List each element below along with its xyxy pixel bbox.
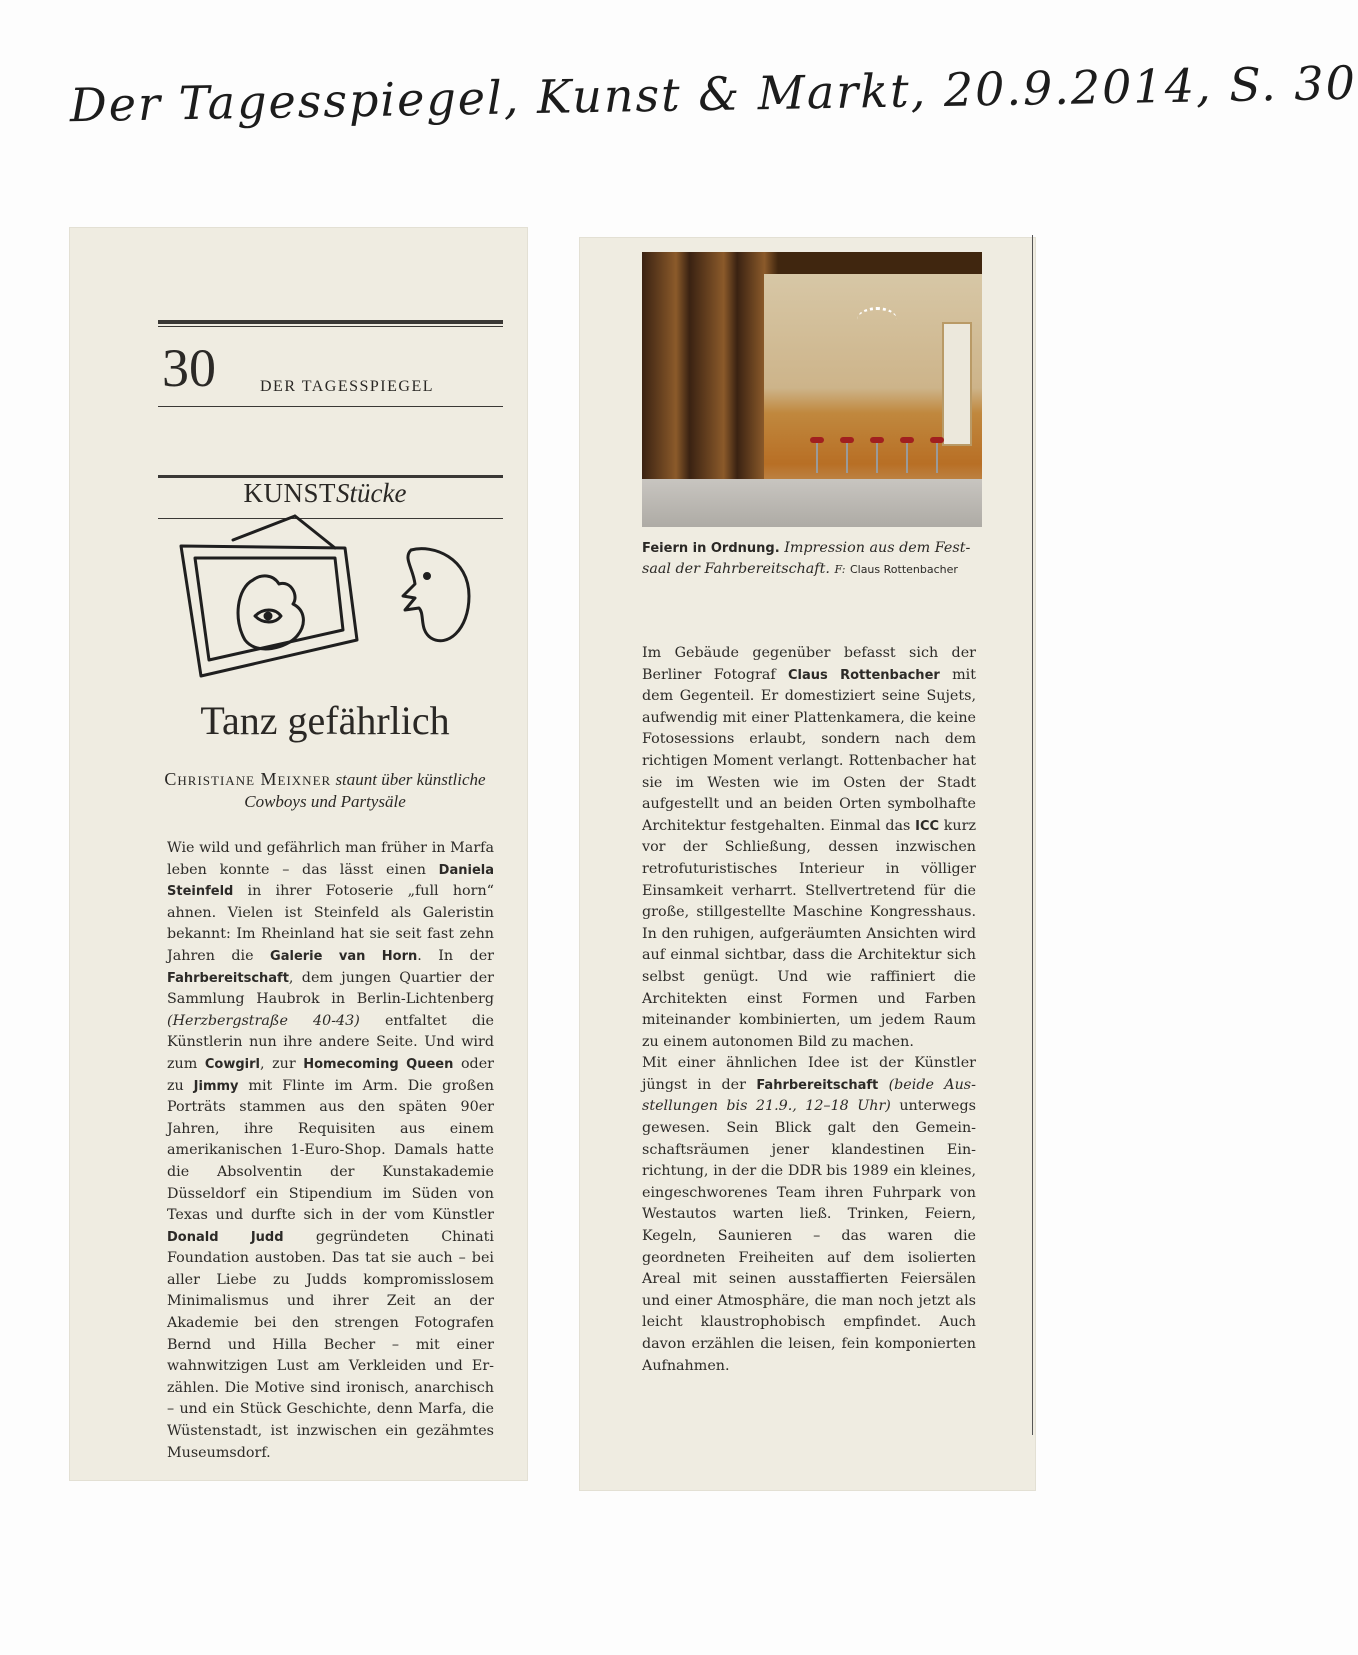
text-run: in ihrer Fotoserie „full horn“ ahnen. Vielen ist Steinfeld als Galeristin bekannt: Im Rheinland hat sie seit fast zehn Jahren die <box>167 883 494 964</box>
text-run: unterwegs gewesen. Sein Blick galt den Gemeinschaftsräumen jener klandestinen Einrichtung, in der die DDR bis 1989 ein kleines, eingeschworenes Team ihren Fuhrpark von Westautos warten ließ. Trinken, Feiern, Kegeln, Saunieren – das waren die geordneten Freiheiten auf dem isolierten Areal mit seinen ausstaffierten Feiersälen und einer Atmosphäre, die man noch jetzt als leicht klaustrophobisch empfindet. Auch davon erzählen die leisen, fein komponierten Aufnahmen. <box>642 1098 976 1374</box>
photo-chandelier <box>857 307 897 332</box>
photo-stool <box>870 437 884 443</box>
photo-stool <box>840 437 854 443</box>
article-byline <box>160 768 490 813</box>
byline-rest: staunt über künstliche Cowboys und Partysäle <box>244 770 486 811</box>
text-run: kurz vor der Schließung, dessen inzwischen retrofuturistisches Interieur in völliger Einsamkeit verharrt. Stellvertretend für die große, stillgestellte Maschine Kongresshaus. In den ruhigen, aufgeräumten Ansichten wird auf einmal sichtbar, dass die Architektur sich selbst genügt. Und wie raffiniert die Architekten einst Formen und Farben miteinander kombinierten, um jedem Raum zu einem autonomen Bild zu machen. <box>642 817 976 1050</box>
text-run: Im Gebäude gegenüber befasst sich der Berliner Fotograf <box>642 645 976 683</box>
text-run: , zur <box>260 1055 304 1072</box>
text-run: oder zu <box>167 1055 494 1094</box>
text-run: . In der <box>417 947 495 964</box>
photo-caption <box>642 538 982 580</box>
clipping-edge-line <box>1032 235 1033 1435</box>
rubric-sketch-icon <box>175 518 485 688</box>
rubric-bold: KUNST <box>243 478 337 508</box>
photo-festsaal <box>642 252 982 527</box>
highlight-name: Daniela Steinfeld <box>167 862 494 900</box>
text-run: Mit einer ähnlichen Idee ist der Künstler jüngst in der <box>642 1055 976 1093</box>
photo-stool <box>900 437 914 443</box>
masthead-rule <box>158 406 503 407</box>
paragraph <box>642 1053 976 1377</box>
dates-text: (beide Ausstellungen bis 21.9., 12–18 Uhr) <box>642 1076 976 1115</box>
newspaper-clipping-right <box>580 238 1035 1490</box>
newspaper-clipping-left <box>70 228 527 1480</box>
page-number: 30 <box>162 338 216 398</box>
text-run: mit dem Gegenteil. Er domestiziert seine Sujets, aufwendig mit einer Plattenkamera, die keine Fotosessions erlaubt, sondern nach dem richtigen Moment verlangt. Rottenbacher hat sie im Westen wie im Osten der Stadt aufgestellt und an beiden Orten symbolhafte Architektur festgehalten. Einmal das <box>642 666 976 834</box>
highlight-name: Jimmy <box>193 1078 239 1094</box>
byline-author: Christiane Meixner <box>164 769 332 789</box>
handwritten-source-note: Der Tagesspiegel, Kunst & Markt, 20.9.2014, S. 30 <box>69 55 1358 133</box>
highlight-name: Claus Rottenbacher <box>788 667 940 683</box>
caption-bold: Feiern in Ordnung. <box>642 541 780 556</box>
highlight-name: Donald Judd <box>167 1229 284 1245</box>
top-rule-thin <box>158 326 503 327</box>
caption-credit-label: F: <box>834 563 846 576</box>
photo-stool <box>810 437 824 443</box>
highlight-name: Galerie van Horn <box>270 948 418 964</box>
text-run: entfaltet die Künstlerin nun ihre andere Seite. Und wird zum <box>167 1012 495 1072</box>
highlight-name: Fahrbereitschaft <box>756 1077 879 1093</box>
paragraph <box>642 643 976 1053</box>
text-run: mit Flinte im Arm. Die großen Porträts stammen aus den späten 90er Jahren, ihre Requisiten aus einem amerikanischen 1-Euro-Shop. Damals hatte die Absolventin der Kunstakademie Düsseldorf ein Stipendium im Süden von Texas und durfte sich in der vom Künstler <box>167 1077 494 1224</box>
article-body-left <box>167 838 494 1464</box>
text-run: gegründeten Chinati Foundation austoben. Das tat sie auch – bei aller Liebe zu Judds kompromisslosem Minimalismus und ihrer Zeit an der Akademie bei den strengen Fotografen Bernd und Hilla Becher – mit einer wahnwitzigen Lust am Verkleiden und Erzählen. Die Motive sind ironisch, anarchisch – und ein Stück Geschichte, denn Marfa, die Wüstenstadt, ist inzwischen ein gezähmtes Museumsdorf. <box>167 1228 494 1461</box>
caption-credit-name: Claus Rottenbacher <box>849 563 958 576</box>
photo-stool <box>930 437 944 443</box>
highlight-name: ICC <box>915 818 940 834</box>
highlight-name: Fahrbereitschaft <box>167 970 289 986</box>
article-headline: Tanz gefährlich <box>200 698 450 743</box>
highlight-name: Homecoming Queen <box>303 1056 454 1072</box>
masthead: DER TAGESSPIEGEL <box>260 378 434 395</box>
article-body-right <box>642 643 976 1377</box>
caption-italic: Impression aus dem Festsaal der Fahrbereitschaft. <box>642 540 971 577</box>
section-rubric <box>160 478 490 509</box>
text-run: , dem jungen Quartier der Sammlung Haubrok in Berlin-Lichtenberg <box>167 969 494 1008</box>
photo-floor <box>642 479 982 527</box>
highlight-name: Cowgirl <box>204 1056 260 1072</box>
top-rule <box>158 320 503 324</box>
photo-window <box>942 322 972 446</box>
paragraph <box>167 838 494 1464</box>
address-text: (Herzbergstraße 40-43) <box>167 1012 360 1029</box>
text-run: Wie wild und gefährlich man früher in Marfa leben konnte – das lässt einen <box>167 840 494 878</box>
rubric-italic: Stücke <box>336 478 407 508</box>
